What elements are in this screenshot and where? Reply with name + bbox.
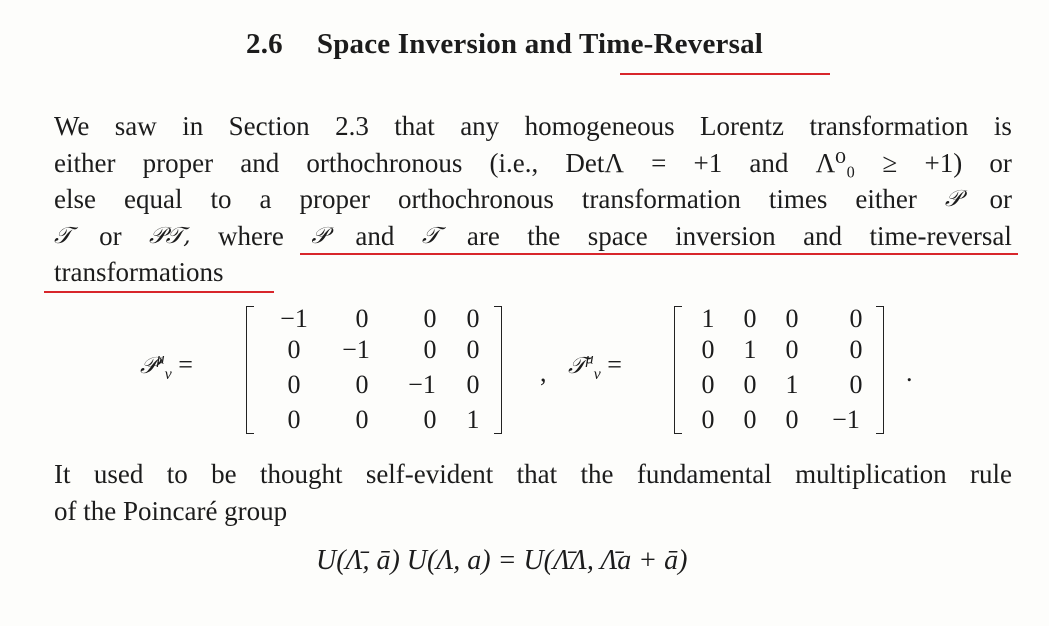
matrix-P-cell: 0 (423, 335, 437, 364)
matrix-T-cell: 0 (743, 304, 757, 333)
matrix-T-cell: 0 (785, 405, 799, 434)
matrix-P-cell: 0 (466, 370, 480, 399)
matrix-P-left-bracket (246, 306, 254, 434)
para2-line1: It used to be thought self-evident that the fundamental multiplication rule (54, 459, 1012, 489)
matrix-T-cell: 0 (743, 405, 757, 434)
section-title: Space Inversion and Time-Reversal (316, 28, 764, 60)
matrix-T-cell: 1 (785, 370, 799, 399)
matrix-T-cell: 0 (743, 370, 757, 399)
matrix-P-cell: 0 (466, 304, 480, 333)
matrix-T-cell: 1 (701, 304, 715, 333)
matrix-T-cell: 0 (849, 370, 863, 399)
matrix-T-cell: 1 (743, 335, 757, 364)
matrix-P-cell: −1 (342, 335, 370, 364)
title-underline-annotation (620, 73, 830, 75)
matrix-T-cell: −1 (832, 405, 860, 434)
matrix-separator-comma: , (540, 358, 547, 387)
matrix-P-cell: 0 (287, 370, 301, 399)
matrix-P-cell: 0 (423, 304, 437, 333)
matrix-T-cell: 0 (849, 335, 863, 364)
matrix-T-label: 𝒯$^\mu_\nu$ = (568, 350, 622, 384)
matrix-P-cell: 0 (287, 405, 301, 434)
para1-line5: transformations (54, 257, 224, 287)
para1-line4: 𝒯 or 𝒫𝒯, where 𝒫 and 𝒯 are the space inversion and time-reversal (54, 220, 1012, 251)
sentence-underline-annotation-1 (300, 253, 1018, 255)
matrix-P-cell: 0 (466, 335, 480, 364)
matrix-P-right-bracket (494, 306, 502, 434)
matrix-T-cell: 0 (785, 304, 799, 333)
matrix-T-cell: 0 (701, 370, 715, 399)
matrix-T-right-bracket (876, 306, 884, 434)
para1-line3: else equal to a proper orthochronous transformation times either 𝒫 or (54, 184, 1012, 214)
matrix-T-cell: 0 (849, 304, 863, 333)
matrix-P-cell: −1 (280, 304, 308, 333)
para1-line2: either proper and orthochronous (i.e., DetΛ = +1 and Λ⁰₀ ≥ +1) or (54, 147, 1012, 178)
multiplication-rule-equation: U(Λ̄, ā) U(Λ, a) = U(Λ̄Λ, Λ̄a + ā) (316, 545, 688, 576)
matrix-T-left-bracket (674, 306, 682, 434)
matrix-P-cell: 0 (355, 304, 369, 333)
para1-line1: We saw in Section 2.3 that any homogeneous Lorentz transformation is (54, 111, 1012, 141)
matrix-end-period: . (906, 358, 913, 387)
matrix-P-cell: 0 (287, 335, 301, 364)
matrix-T-cell: 0 (701, 405, 715, 434)
sentence-underline-annotation-2 (44, 291, 274, 293)
matrix-T-cell: 0 (785, 335, 799, 364)
paragraph-2 (54, 456, 1012, 529)
matrix-P-cell: 1 (466, 405, 480, 434)
section-heading (246, 28, 763, 61)
matrix-P-cell: −1 (408, 370, 436, 399)
matrix-P-cell: 0 (355, 370, 369, 399)
matrix-T-cell: 0 (701, 335, 715, 364)
para2-line2: of the Poincaré group (54, 495, 288, 526)
paragraph-1 (54, 108, 1012, 291)
matrix-P-cell: 0 (355, 405, 369, 434)
section-number: 2.6 (246, 28, 283, 60)
matrix-P-label: 𝒫$^\mu_\nu$ = (140, 350, 193, 384)
matrix-P-cell: 0 (423, 405, 437, 434)
